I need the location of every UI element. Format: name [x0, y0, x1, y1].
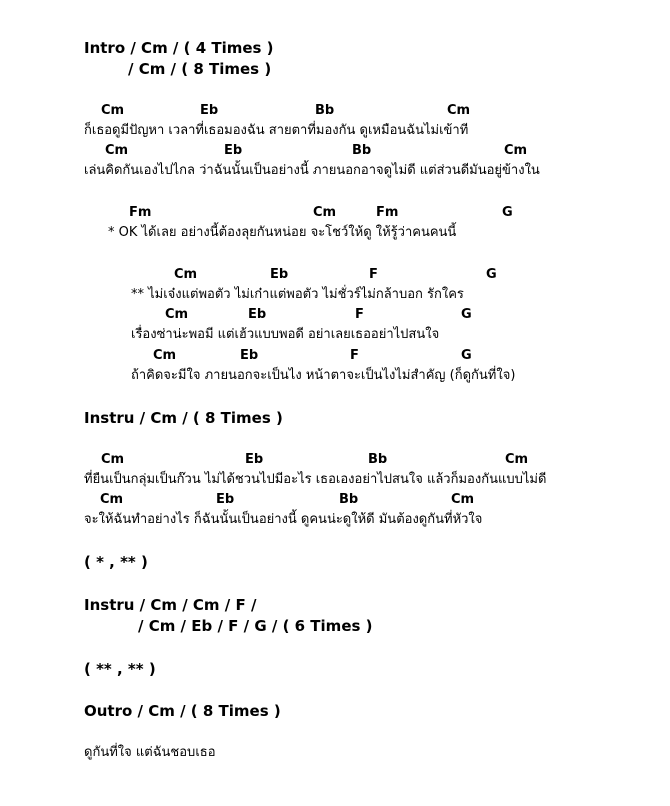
chord: F [355, 307, 364, 322]
chord: Eb [270, 267, 289, 282]
outro-label: Outro / Cm / ( 8 Times ) [84, 702, 281, 720]
chord: G [461, 307, 472, 322]
chord: Eb [200, 103, 219, 118]
chord: F [369, 267, 378, 282]
chord: Cm [101, 103, 125, 118]
lyric-line: * OK ได้เลย อย่างนี้ต้องลุยกันหน่อย จะโชว์ให้ดู ให้รู้ว่าคนคนนี้ [108, 225, 457, 240]
repeat-marker: ( * , ** ) [84, 553, 148, 571]
intro-label: Intro / Cm / ( 4 Times ) [84, 39, 274, 57]
chord: F [350, 348, 359, 363]
lyric-line: ** ไม่เจ๋งแต่พอตัว ไม่เก๋าแต่พอตัว ไม่ชั่วร์ไม่กล้าบอก รักใคร [131, 287, 464, 302]
intro-continuation: / Cm / ( 8 Times ) [128, 60, 272, 78]
chord: Cm [313, 205, 337, 220]
instru-label: Instru / Cm / Cm / F / [84, 596, 257, 614]
chord: Cm [105, 143, 129, 158]
chord: G [461, 348, 472, 363]
chord: Fm [129, 205, 152, 220]
lyric-line: ที่ยืนเป็นกลุ่มเป็นก๊วน ไม่ได้ชวนไปมีอะไร เธอเองอย่าไปสนใจ แล้วก็มองกันแบบไม่ดี [84, 472, 547, 487]
lyric-line: เล่นคิดกันเองไปไกล ว่าฉันนั้นเป็นอย่างนี้ ภายนอกอาจดูไม่ดี แต่ส่วนดีมันอยู่ข้างใน [84, 163, 540, 178]
chord: G [502, 205, 513, 220]
chord: Bb [368, 452, 388, 467]
instru-continuation: / Cm / Eb / F / G / ( 6 Times ) [138, 617, 373, 635]
chord: G [486, 267, 497, 282]
repeat-marker: ( ** , ** ) [84, 660, 156, 678]
chord: Bb [352, 143, 372, 158]
chord: Eb [240, 348, 259, 363]
lyric-line: ก็เธอดูมีปัญหา เวลาที่เธอมองฉัน สายตาที่มองกัน ดูเหมือนฉันไม่เข้าที [84, 123, 469, 138]
lyric-line: จะให้ฉันทำอย่างไร ก็ฉันนั้นเป็นอย่างนี้ ดูคนน่ะดูให้ดี มันต้องดูกันที่หัวใจ [84, 512, 483, 527]
chord: Bb [315, 103, 335, 118]
chord: Cm [100, 492, 124, 507]
chord: Bb [339, 492, 359, 507]
chord: Fm [376, 205, 399, 220]
chord: Eb [224, 143, 243, 158]
instru-label: Instru / Cm / ( 8 Times ) [84, 409, 283, 427]
chord: Eb [216, 492, 235, 507]
chord: Cm [504, 143, 528, 158]
chord: Cm [451, 492, 475, 507]
chord: Cm [153, 348, 177, 363]
chord: Cm [505, 452, 529, 467]
ending-lyric: ดูกันที่ใจ แต่ฉันชอบเธอ [84, 745, 216, 760]
lyric-line: ถ้าคิดจะมีใจ ภายนอกจะเป็นไง หน้าตาจะเป็นไงไม่สำคัญ (ก็ดูกันที่ใจ) [131, 368, 516, 383]
chord: Cm [165, 307, 189, 322]
chord: Eb [245, 452, 264, 467]
lyric-line: เรื่องซ่าน่ะพอมี แต่เฮ้วแบบพอดี อย่าเลยเธออย่าไปสนใจ [131, 327, 440, 342]
chord: Cm [447, 103, 471, 118]
chord: Eb [248, 307, 267, 322]
chord: Cm [101, 452, 125, 467]
chord: Cm [174, 267, 198, 282]
